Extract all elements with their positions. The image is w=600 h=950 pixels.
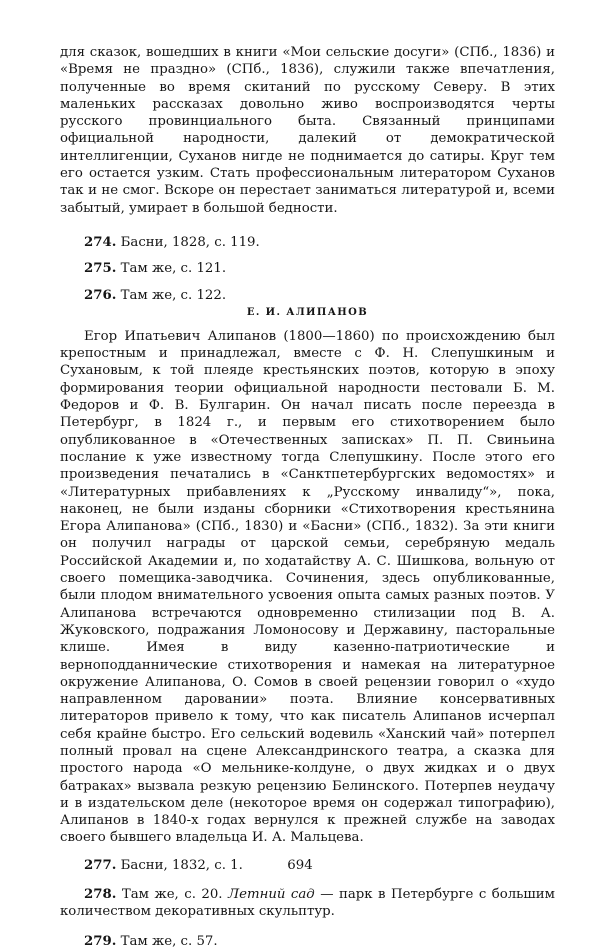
footnote-279 [60,933,555,950]
footnote-text: Басни, 1828, с. 119. [120,234,260,250]
footnote-278 [60,886,555,921]
footnote-276 [60,287,555,304]
footnote-number: 279. [84,933,117,949]
footnote-number: 275. [84,261,117,277]
footnote-text: Басни, 1832, с. 1. [120,857,243,873]
footnote-text-prefix: Там же, с. 20. [121,887,223,903]
footnote-274 [60,234,555,251]
footnote-text-suffix: — парк в Петербурге с большим количеством декоративных скульптур. [60,887,555,920]
page-number: 694 [287,858,313,873]
footnote-text: Там же, с. 121. [120,261,227,277]
footnote-number: 276. [84,287,117,303]
intro-paragraph: для сказок, вошедших в книги «Мои сельские досуги» (СПб., 1836) и «Время не праздно» (СПб., 1836), служили также впечатления, полученные во время скитаний по русскому Северу. В этих маленьких рассказах довольно живо воспроизводятся черты русского провинциального быта. Связанный принципами официальной народности, далекий от демократической интеллигенции, Суханов нигде не поднимается до сатиры. Круг тем его остается узким. Стать профессиональным литератором Суханов так и не смог. Вскоре он перестает заниматься литературой и, всеми забытый, умирает в большой бедности. [60,45,555,216]
footnote-text: Там же, с. 122. [120,287,227,303]
footnote-italic-term: Летний сад [228,887,315,903]
footnote-number: 278. [84,887,117,903]
footnote-number: 274. [84,234,117,250]
bio-paragraph: Егор Ипатьевич Алипанов (1800—1860) по происхождению был крепостным и принадлежал, вместе с Ф. Н. Слепушкиным и Сухановым, к той плеяде крестьянских поэтов, которую в эпоху формирования теории официальной народности пестовали Б. М. Федоров и Ф. В. Булгарин. Он начал писать после переезда в Петербург, в 1824 г., и первым его стихотворением было опубликованное в «Отечественных записках» П. П. Свиньина послание к уже известному тогда Слепушкину. После этого его произведения печатались в «Санктпетербургских ведомостях» и «Литературных прибавлениях к „Русскому инвалиду“», пока, наконец, не были изданы сборники «Стихотворения крестьянина Егора Алипанова» (СПб., 1830) и «Басни» (СПб., 1832). За эти книги он получил награды от царской семьи, серебряную медаль Российской Академии и, по ходатайству А. С. Шишкова, вольную от своего помещика-заводчика. Сочинения, здесь опубликованные, были плодом внимательного усвоения опыта самых разных поэтов. У Алипанова встречаются одновременно стилизации под В. А. Жуковского, подражания Ломоносову и Державину, пасторальные клише. Имея в виду казенно-патриотические и верноподданнические стихотворения и намекая на литературное окружение Алипанова, О. Сомов в своей рецензии говорил о «худо направленном даровании» поэта. Влияние консервативных литераторов привело к тому, что как писатель Алипанов исчерпал себя крайне быстро. Его сельский водевиль «Ханский чай» потерпел полный провал на сцене Александринского театра, а сказка для простого народа «О мельнике-колдуне, о двух жидках и о двух батраках» вызвала резкую рецензию Белинского. Потерпев неудачу и в издательском деле (некоторое время он содержал типографию), Алипанов в 1840-х годах вернулся к прежней службе на заводах своего бывшего владельца И. А. Мальцева. [60,328,555,846]
footnote-text: Там же, с. 57. [120,933,218,949]
section-heading: Е. И. АЛИПАНОВ [246,306,369,318]
footnote-275 [60,260,555,277]
page-content [60,44,555,950]
footnote-number: 277. [84,857,117,873]
